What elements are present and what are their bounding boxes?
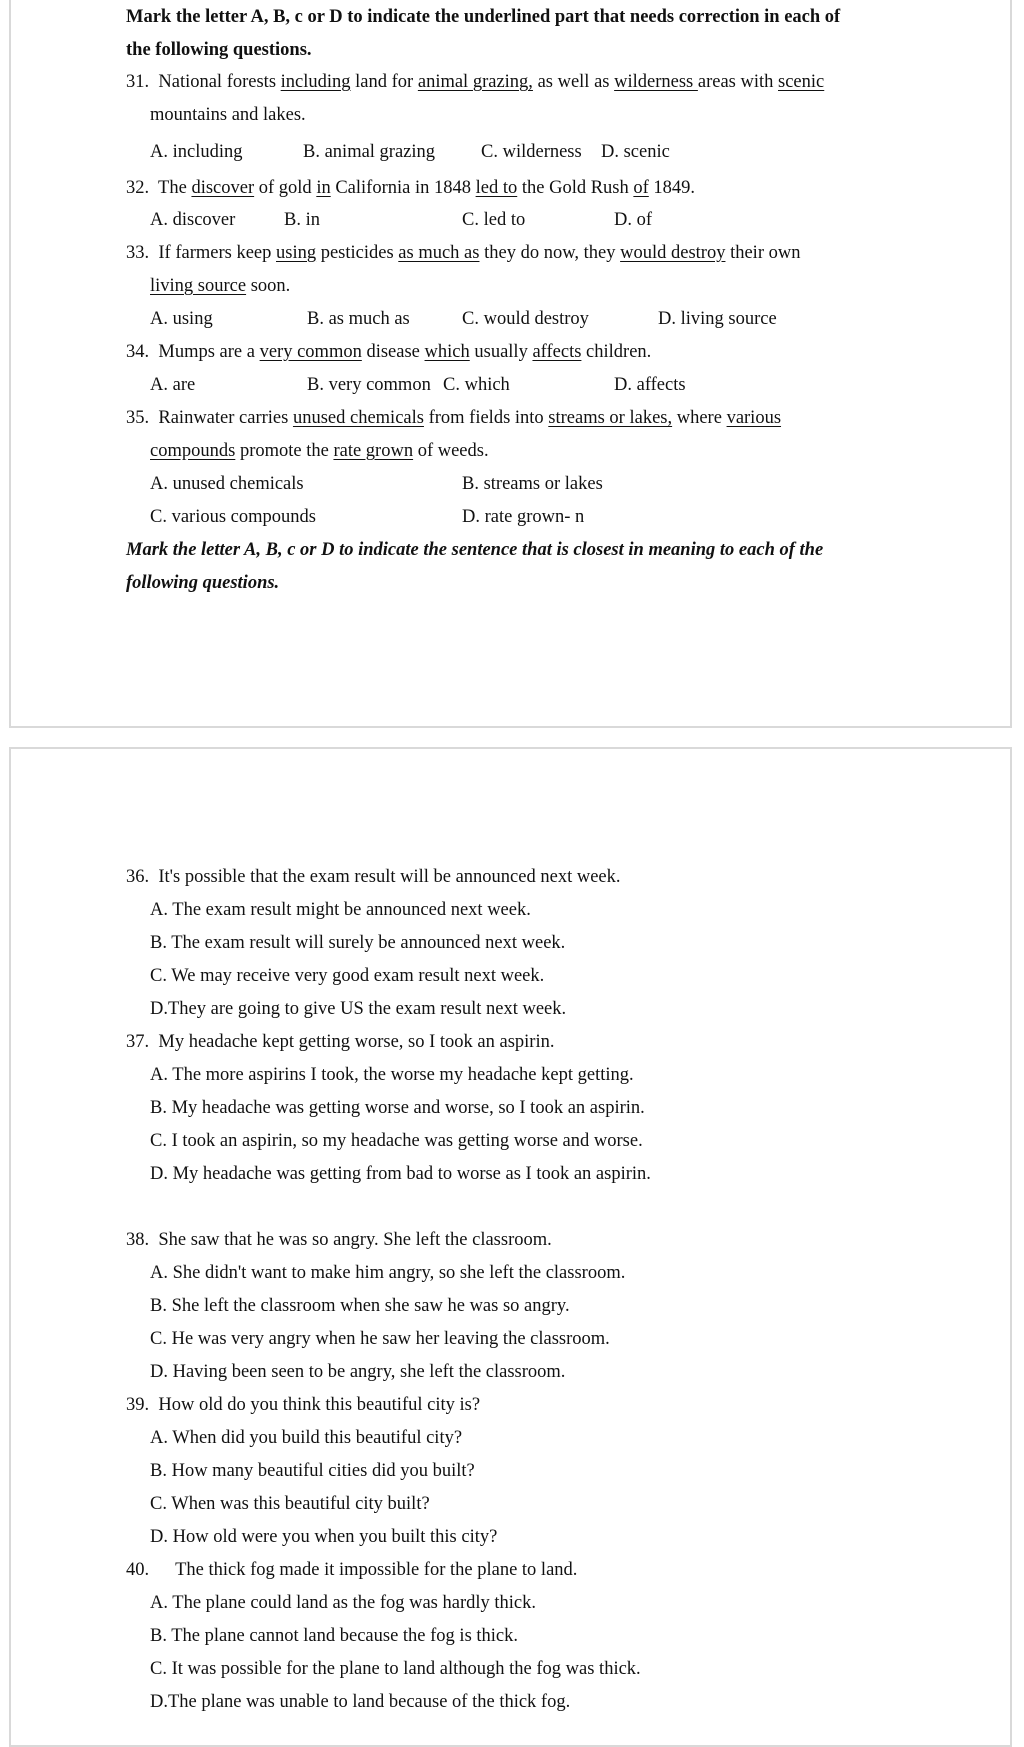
- question-39-stem: 39. How old do you think this beautiful city is?: [126, 1395, 481, 1415]
- question-38-stem: 38. She saw that he was so angry. She left the classroom.: [126, 1230, 552, 1250]
- question-31-option-a: A. including: [150, 142, 243, 162]
- question-35-option-b: B. streams or lakes: [462, 474, 603, 494]
- question-34-line1: 34. Mumps are a very common disease which usually affects children.: [126, 342, 652, 362]
- question-31-option-b: B. animal grazing: [303, 142, 436, 162]
- question-32-option-a: A. discover: [150, 210, 236, 230]
- question-35-option-d: D. rate grown- n: [462, 507, 585, 527]
- question-33-line1: 33. If farmers keep using pesticides as much as they do now, they would destroy their own: [126, 243, 801, 263]
- question-31-line2: mountains and lakes.: [150, 105, 306, 125]
- question-33-option-d: D. living source: [658, 309, 777, 329]
- question-32-option-d: D. of: [614, 210, 653, 230]
- question-33-line2: living source soon.: [150, 276, 291, 296]
- question-34-option-d: D. affects: [614, 375, 686, 395]
- question-40-option-b: B. The plane cannot land because the fog is thick.: [150, 1626, 519, 1646]
- question-37-stem: 37. My headache kept getting worse, so I took an aspirin.: [126, 1032, 555, 1052]
- question-33-option-c: C. would destroy: [462, 309, 589, 329]
- question-36-option-b: B. The exam result will surely be announced next week.: [150, 933, 566, 953]
- section2-instruction-line2: following questions.: [126, 573, 280, 593]
- question-35-line2: compounds promote the rate grown of weeds.: [150, 441, 489, 461]
- question-39-option-d: D. How old were you when you built this city?: [150, 1527, 498, 1547]
- question-38-option-d: D. Having been seen to be angry, she left the classroom.: [150, 1362, 566, 1382]
- question-40-option-c: C. It was possible for the plane to land although the fog was thick.: [150, 1659, 641, 1679]
- question-40-option-a: A. The plane could land as the fog was hardly thick.: [150, 1593, 536, 1613]
- question-36-option-d: D.They are going to give US the exam result next week.: [150, 999, 567, 1019]
- question-38-option-b: B. She left the classroom when she saw he was so angry.: [150, 1296, 570, 1316]
- question-36-stem: 36. It's possible that the exam result will be announced next week.: [126, 867, 621, 887]
- question-32-option-b: B. in: [284, 210, 320, 230]
- question-39-option-c: C. When was this beautiful city built?: [150, 1494, 430, 1514]
- section1-instruction-line1: Mark the letter A, B, c or D to indicate the underlined part that needs correction in each of: [126, 7, 841, 27]
- question-39-option-b: B. How many beautiful cities did you built?: [150, 1461, 475, 1481]
- question-35-line1: 35. Rainwater carries unused chemicals from fields into streams or lakes, where various: [126, 408, 782, 428]
- question-31-line1: 31. National forests including land for animal grazing, as well as wilderness areas with scenic: [126, 72, 825, 92]
- question-35-option-c: C. various compounds: [150, 507, 316, 527]
- question-37-option-c: C. I took an aspirin, so my headache was getting worse and worse.: [150, 1131, 643, 1151]
- question-32-option-c: C. led to: [462, 210, 526, 230]
- section2-instruction-line1: Mark the letter A, B, c or D to indicate the sentence that is closest in meaning to each of the: [126, 540, 824, 560]
- question-36-option-a: A. The exam result might be announced next week.: [150, 900, 531, 920]
- question-34-option-c: C. which: [443, 375, 510, 395]
- question-31-option-c: C. wilderness: [481, 142, 582, 162]
- question-34-option-a: A. are: [150, 375, 196, 395]
- question-35-option-a: A. unused chemicals: [150, 474, 304, 494]
- question-33-option-b: B. as much as: [307, 309, 410, 329]
- question-38-option-c: C. He was very angry when he saw her leaving the classroom.: [150, 1329, 610, 1349]
- question-37-option-a: A. The more aspirins I took, the worse my headache kept getting.: [150, 1065, 634, 1085]
- question-37-option-d: D. My headache was getting from bad to worse as I took an aspirin.: [150, 1164, 651, 1184]
- question-33-option-a: A. using: [150, 309, 213, 329]
- question-34-option-b: B. very common: [307, 375, 431, 395]
- question-38-option-a: A. She didn't want to make him angry, so she left the classroom.: [150, 1263, 626, 1283]
- question-40-stem: 40. The thick fog made it impossible for the plane to land.: [126, 1560, 578, 1580]
- question-40-option-d: D.The plane was unable to land because of the thick fog.: [150, 1692, 571, 1712]
- question-39-option-a: A. When did you build this beautiful city?: [150, 1428, 463, 1448]
- question-32-line1: 32. The discover of gold in California in 1848 led to the Gold Rush of 1849.: [126, 178, 696, 198]
- question-37-option-b: B. My headache was getting worse and worse, so I took an aspirin.: [150, 1098, 645, 1118]
- question-36-option-c: C. We may receive very good exam result next week.: [150, 966, 545, 986]
- section1-instruction-line2: the following questions.: [126, 40, 312, 60]
- question-31-option-d: D. scenic: [601, 142, 670, 162]
